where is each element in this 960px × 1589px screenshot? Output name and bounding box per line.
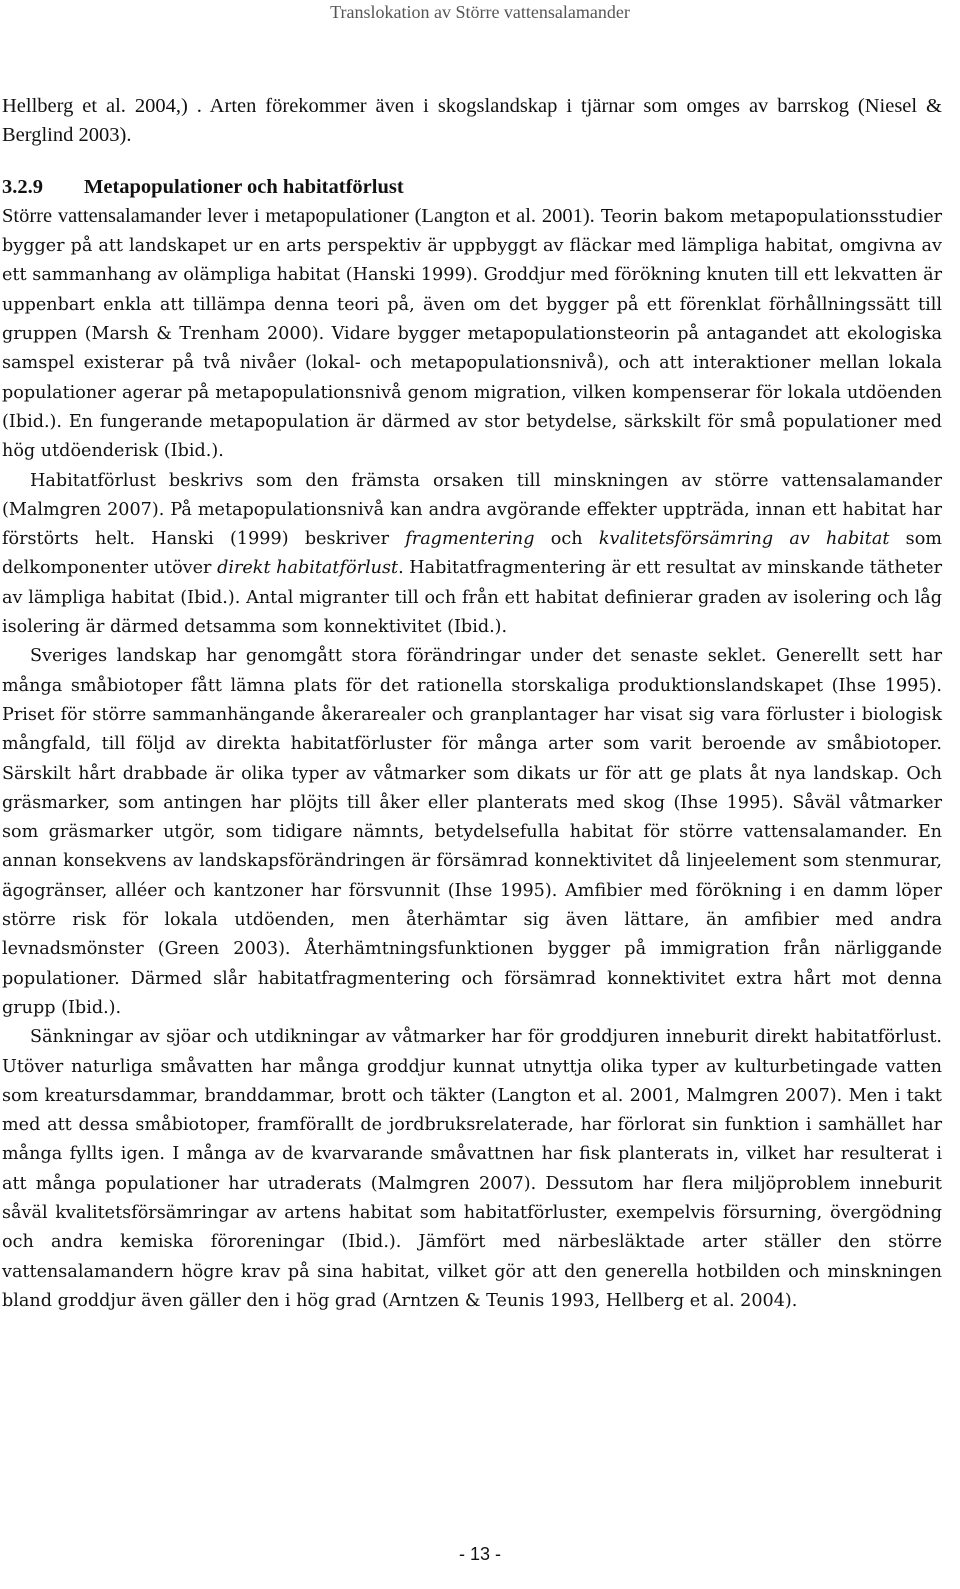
spacer [2, 151, 942, 173]
section-title: Metapopulationer och habitatförlust [84, 175, 404, 198]
paragraph-intro: Hellberg et al. 2004,) . Arten förekommer även i skogslandskap i tjärnar som omges av barrskog (Niesel & Berglind 2003). [2, 95, 942, 147]
paragraph-metapopulation-lead: Större vattensalamander lever i metapopulationer (Langton et al. 2001). [2, 204, 595, 227]
page-number: - 13 - [458, 1544, 501, 1564]
text-run: som delkomponenter utöver [2, 529, 942, 579]
emphasis-term: kvalitetsförsämring av habitat [598, 529, 890, 550]
paragraph-landscape-change: Sveriges landskap har genomgått stora förändringar under det senaste seklet. Generellt sett har många småbiotoper fått lämna plats för det rationella storskaliga produktionslandskapet (Ihse 1995). Priset för större sammanhängande åkerarealer och granplantager har visat sig vara förluster i biologisk mångfald, till följd av direkta habitatförluster för många arter som varit beroende av småbiotoper. Särskilt hårt drabbade är olika typer av våtmarker som dikats ur för att ge plats åt nya landskap. Och gräsmarker, som antingen har plöjts till åker eller planterats med skog (Ihse 1995). Såväl våtmarker som gräsmarker utgör, som tidigare nämnts, betydelsefulla habitat för större vattensalamander. En annan konsekvens av landskapsförändringen är försämrad konnektivitet då linjeelement som stenmurar, ägogränser, alléer och kantzoner har försvunnit (Ihse 1995). Amfibier med förökning i en damm löper större risk för lokala utdöenden, men återhämtar sig även lättare, än amfibier med andra levnadsmönster (Green 2003). Återhämtningsfunktionen bygger på immigration från närliggande populationer. Därmed slår habitatfragmentering och försämrad konnektivitet extra hårt mot denna grupp (Ibid.). [2, 646, 942, 1018]
text-run: . Habitatfragmentering är ett resultat av minskande tätheter av lämpliga habitat (Ibid.). Antal migranter till och från ett habitat definierar graden av isolering och låg isolering är därmed detsamma som konnektivitet (Ibid.). [2, 558, 943, 638]
emphasis-term: direkt habitatförlust [217, 558, 399, 579]
emphasis-term: fragmentering [405, 529, 535, 550]
paragraph-metapopulation [2, 202, 942, 467]
running-header: Translokation av Större vattensalamander [330, 2, 630, 22]
text-run: Habitatförlust beskrivs som den främsta orsaken till minskningen av större vattensalamander (Malmgren 2007). På metapopulationsnivå kan andra avgörande effekter uppträda, innan ett habitat har förstörts helt. Hanski (1999) beskriver [2, 470, 942, 550]
paragraph-drainage: Sänkningar av sjöar och utdikningar av våtmarker har för groddjuren inneburit direkt habitatförlust. Utöver naturliga småvatten har många groddjur kunnat utnyttja olika typer av kulturbetingade vatten som kreatursdammar, branddammar, brott och täkter (Langton et al. 2001, Malmgren 2007). Men i takt med att dessa småbiotoper, framförallt de jordbruksrelaterade, har förlorat sin funktion i samhället har många fyllts igen. I många av de kvarvarande småvattnen har fisk planterats in, vilket har resulterat i att många populationer har utraderats (Malmgren 2007). Dessutom har flera miljöproblem inneburit såväl kvalitetsförsämringar av artens habitat som habitatförluster, exempelvis försurning, övergödning och andra kemiska föroreningar (Ibid.). Jämfört med närbesläktade arter ställer den större vattensalamandern högre krav på sina habitat, vilket gör att den generella hotbilden och minskningen bland groddjur även gäller den i hög grad (Arntzen & Teunis 1993, Hellberg et al. 2004). [2, 1027, 942, 1311]
text-run: och [534, 529, 599, 550]
body-text [2, 92, 942, 1316]
section-number: 3.2.9 [2, 175, 43, 198]
section-heading [2, 173, 942, 202]
paragraph-habitat-loss [2, 467, 942, 643]
paragraph-metapopulation-body: Teorin bakom metapopulationsstudier bygger på att landskapet ur en arts perspektiv är uppbyggt av fläckar med lämpliga habitat, omgivna av ett sammanhang av olämpliga habitat (Hanski 1999). Groddjur med förökning knuten till ett lekvatten är uppenbart enkla att tillämpa denna teori på, även om det bygger på ett förenklat förhållningssätt till gruppen (Marsh & Trenham 2000). Vidare bygger metapopulationsteorin på antagandet att ekologiska samspel existerar på två nivåer (lokal- och metapopulationsnivå), och att interaktioner mellan lokala populationer agerar på metapopulationsnivå genom migration, vilken kompenserar för lokala utdöenden (Ibid.). En fungerande metapopulation är därmed av stor betydelse, särkskilt för små populationer med hög utdöenderisk (Ibid.). [2, 206, 943, 462]
